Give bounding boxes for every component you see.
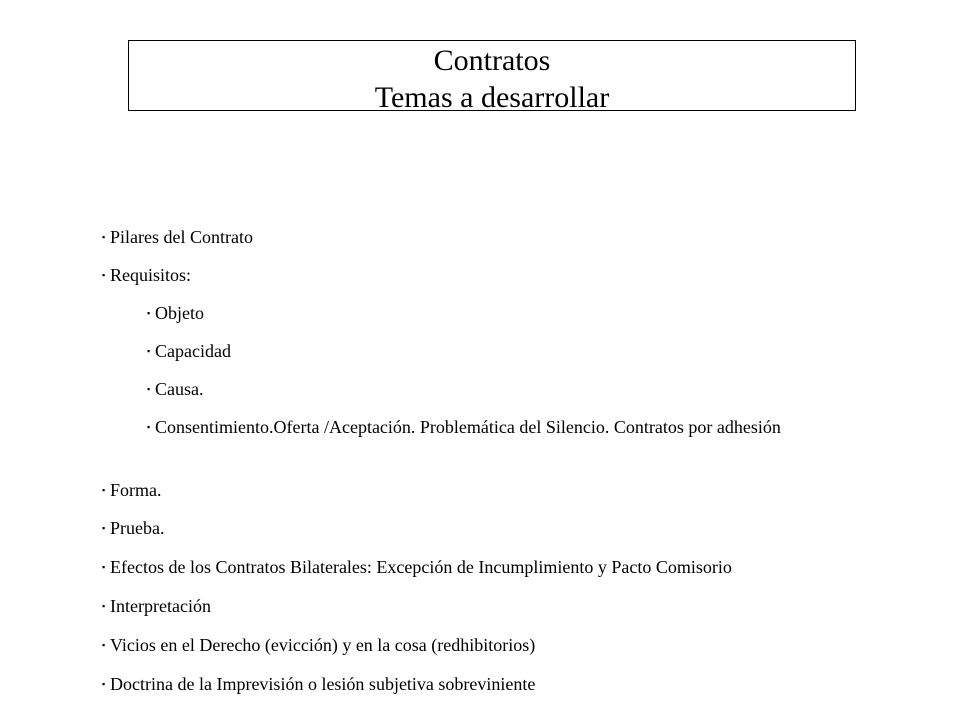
list-item-text: Efectos de los Contratos Bilaterales: Excepción de Incumplimiento y Pacto Comisorio	[110, 557, 732, 577]
list-subitem-capacidad	[147, 340, 231, 362]
list-item-text: Vicios en el Derecho (evicción) y en la cosa (redhibitorios)	[110, 635, 536, 655]
bullet-icon: ▪	[102, 679, 106, 689]
bullet-icon: ▪	[102, 270, 106, 280]
list-item-pilares	[102, 226, 253, 248]
list-item-text: Forma.	[110, 480, 162, 500]
bullet-icon: ▪	[102, 640, 106, 650]
list-item-text: Doctrina de la Imprevisión o lesión subjetiva sobreviniente	[110, 674, 536, 694]
list-item-text: Consentimiento.Oferta /Aceptación. Problemática del Silencio. Contratos por adhesión	[155, 417, 781, 437]
list-item-efectos	[102, 556, 732, 578]
bullet-icon: ▪	[147, 308, 151, 318]
bullet-icon: ▪	[102, 601, 106, 611]
list-item-vicios	[102, 634, 536, 656]
bullet-icon: ▪	[102, 562, 106, 572]
list-item-text: Prueba.	[110, 518, 165, 538]
list-subitem-consentimiento	[147, 415, 835, 439]
bullet-icon: ▪	[147, 384, 151, 394]
list-item-text: Requisitos:	[110, 265, 192, 285]
list-item-doctrina	[102, 673, 536, 695]
list-item-text: Interpretación	[110, 596, 211, 616]
list-item-text: Causa.	[155, 379, 204, 399]
list-item-prueba	[102, 517, 165, 539]
bullet-icon: ▪	[102, 485, 106, 495]
bullet-icon: ▪	[147, 346, 151, 356]
list-subitem-causa	[147, 378, 204, 400]
bullet-icon: ▪	[147, 422, 151, 432]
list-item-forma	[102, 479, 162, 501]
list-item-text: Objeto	[155, 303, 204, 323]
title-main: Contratos	[433, 44, 551, 77]
list-item-text: Pilares del Contrato	[110, 227, 253, 247]
list-subitem-objeto	[147, 302, 204, 324]
list-item-requisitos	[102, 264, 192, 286]
bullet-icon: ▪	[102, 523, 106, 533]
title-subtitle: Temas a desarrollar	[374, 81, 610, 111]
list-item-text: Capacidad	[155, 341, 231, 361]
bullet-icon: ▪	[102, 232, 106, 242]
list-item-interpretacion	[102, 595, 211, 617]
